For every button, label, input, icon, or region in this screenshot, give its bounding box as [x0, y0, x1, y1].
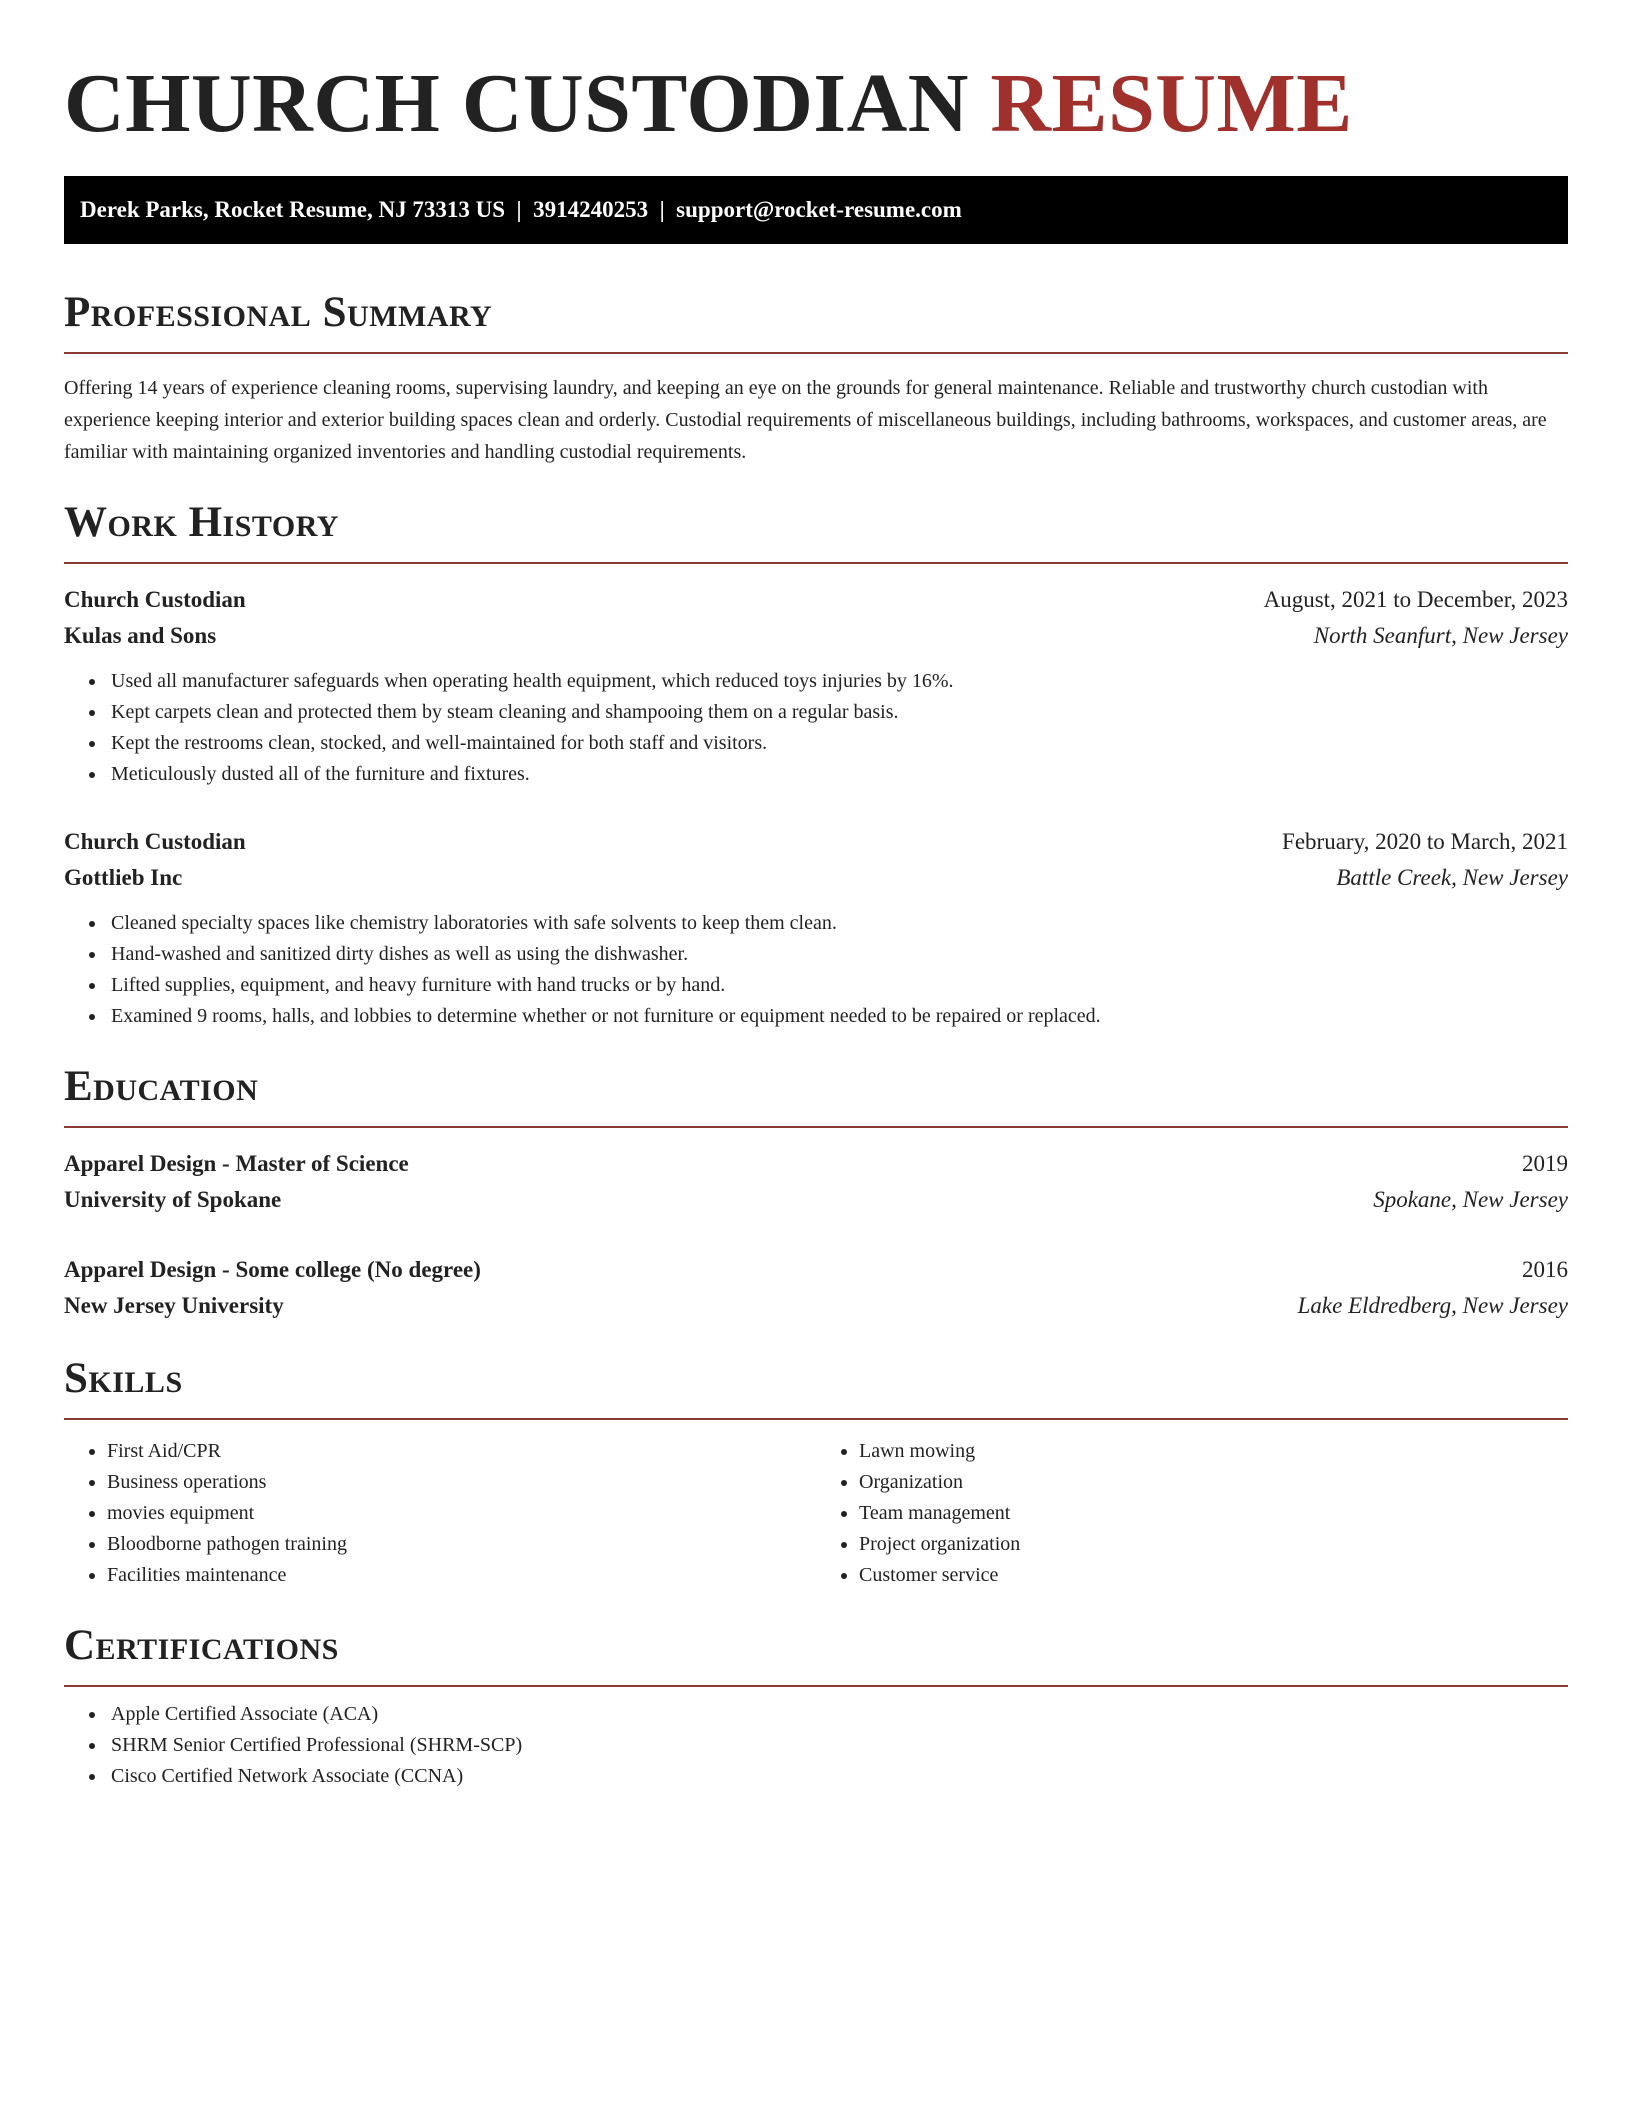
skill-item: • Customer service	[859, 1560, 1568, 1591]
resume-title	[64, 56, 1568, 152]
section-divider	[64, 352, 1568, 354]
job-bullets	[64, 666, 1568, 790]
job-title: Church Custodian	[64, 829, 246, 854]
job-bullet: • Used all manufacturer safeguards when operating health equipment, which reduced toys injuries by 16%.	[107, 666, 1568, 697]
certification-item: • Cisco Certified Network Associate (CCNA)	[107, 1761, 1568, 1792]
skill-item: • Organization	[859, 1467, 1568, 1498]
education-entry	[64, 1252, 1568, 1324]
education-heading: Education	[64, 1063, 259, 1110]
contact-bar: Derek Parks, Rocket Resume, NJ 73313 US | 3914240253 | support@rocket-resume.com	[64, 176, 1568, 244]
job-bullet: • Meticulously dusted all of the furniture and fixtures.	[107, 759, 1568, 790]
summary-section	[64, 288, 1568, 468]
education-year: 2016	[1522, 1257, 1568, 1282]
title-main: CHURCH CUSTODIAN	[64, 57, 969, 150]
job-company: Gottlieb Inc	[64, 865, 183, 890]
job-bullet: • Hand-washed and sanitized dirty dishes as well as using the dishwasher.	[107, 939, 1568, 970]
skill-item: • First Aid/CPR	[107, 1436, 816, 1467]
education-year: 2019	[1522, 1151, 1568, 1176]
skill-item: • Business operations	[107, 1467, 816, 1498]
skill-item: • movies equipment	[107, 1498, 816, 1529]
education-school: University of Spokane	[64, 1187, 282, 1212]
certifications-list	[64, 1699, 1568, 1792]
skills-columns	[64, 1436, 1568, 1591]
skill-item: • Bloodborne pathogen training	[107, 1529, 816, 1560]
certifications-section	[64, 1621, 1568, 1792]
job-bullet: • Examined 9 rooms, halls, and lobbies to determine whether or not furniture or equipment needed to be repaired or replaced.	[107, 1001, 1568, 1032]
education-location: Spokane, New Jersey	[1373, 1187, 1568, 1212]
section-divider	[64, 562, 1568, 564]
section-divider	[64, 1685, 1568, 1687]
certification-item: • SHRM Senior Certified Professional (SHRM-SCP)	[107, 1730, 1568, 1761]
job-bullet: • Lifted supplies, equipment, and heavy furniture with hand trucks or by hand.	[107, 970, 1568, 1001]
education-degree: Apparel Design - Master of Science	[64, 1151, 409, 1176]
education-degree: Apparel Design - Some college (No degree)	[64, 1257, 481, 1282]
job-bullets	[64, 908, 1568, 1032]
skills-heading: Skills	[64, 1355, 183, 1402]
job-location: North Seanfurt, New Jersey	[1313, 623, 1568, 648]
job-dates: August, 2021 to December, 2023	[1263, 587, 1568, 612]
job-entry	[64, 824, 1568, 1032]
work-history-heading: Work History	[64, 499, 339, 546]
job-company: Kulas and Sons	[64, 623, 217, 648]
skill-item: • Project organization	[859, 1529, 1568, 1560]
skill-item: • Facilities maintenance	[107, 1560, 816, 1591]
title-accent: RESUME	[990, 57, 1353, 150]
skills-list-left	[64, 1436, 816, 1591]
certification-item: • Apple Certified Associate (ACA)	[107, 1699, 1568, 1730]
skill-item: • Lawn mowing	[859, 1436, 1568, 1467]
education-entry	[64, 1146, 1568, 1218]
job-location: Battle Creek, New Jersey	[1336, 865, 1568, 890]
skill-item: • Team management	[859, 1498, 1568, 1529]
job-entry	[64, 582, 1568, 790]
section-divider	[64, 1418, 1568, 1420]
summary-text: Offering 14 years of experience cleaning rooms, supervising laundry, and keeping an eye on the grounds for general maintenance. Reliable and trustworthy church custodian with experience keeping interior and exterior building spaces clean and orderly. Custodial requirements of miscellaneous buildings, including bathrooms, workspaces, and customer areas, are familiar with maintaining organized inventories and handling custodial requirements.	[64, 377, 1547, 463]
job-dates: February, 2020 to March, 2021	[1282, 829, 1568, 854]
work-history-section	[64, 498, 1568, 1032]
section-divider	[64, 1126, 1568, 1128]
job-bullet: • Kept the restrooms clean, stocked, and well-maintained for both staff and visitors.	[107, 728, 1568, 759]
education-section	[64, 1062, 1568, 1324]
skills-section	[64, 1354, 1568, 1591]
job-bullet: • Cleaned specialty spaces like chemistry laboratories with safe solvents to keep them clean.	[107, 908, 1568, 939]
job-title: Church Custodian	[64, 587, 246, 612]
certifications-heading: Certifications	[64, 1622, 339, 1669]
summary-heading: Professional Summary	[64, 289, 493, 336]
skills-list-right	[816, 1436, 1568, 1591]
education-school: New Jersey University	[64, 1293, 284, 1318]
job-bullet: • Kept carpets clean and protected them by steam cleaning and shampooing them on a regular basis.	[107, 697, 1568, 728]
education-location: Lake Eldredberg, New Jersey	[1297, 1293, 1568, 1318]
